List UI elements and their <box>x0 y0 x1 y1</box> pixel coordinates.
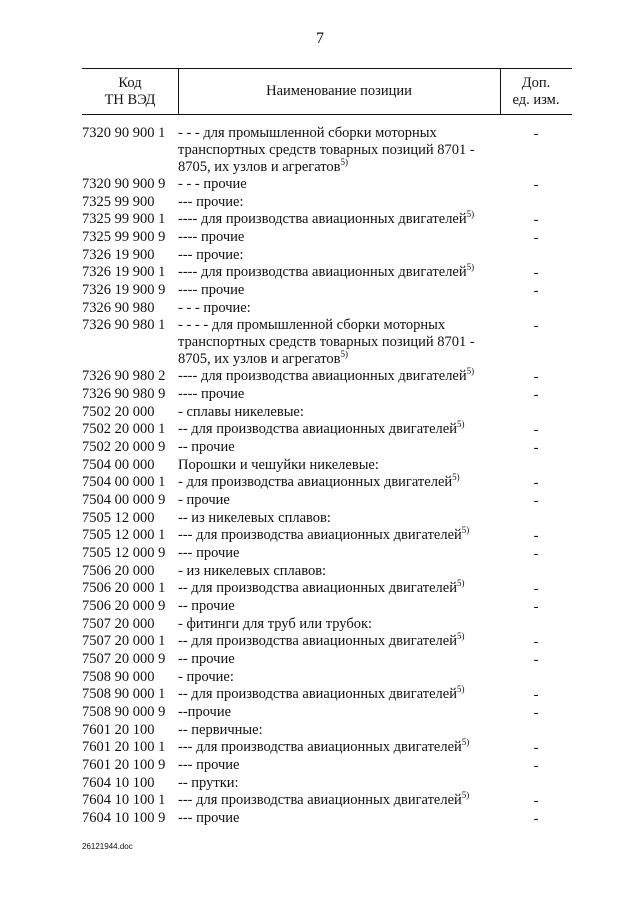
row-code: 7326 19 900 <box>82 247 155 263</box>
row-unit <box>500 722 572 723</box>
row-name <box>178 722 500 739</box>
row-code: 7508 90 000 <box>82 669 155 685</box>
table-row <box>82 176 572 194</box>
row-code: 7604 10 100 1 <box>82 792 166 808</box>
row-name <box>178 527 500 544</box>
row-code: 7326 90 980 1 <box>82 317 166 333</box>
row-name <box>178 616 500 633</box>
row-name-text: --- прочие: <box>178 247 244 263</box>
row-name-text: -- прочие <box>178 598 235 614</box>
table-row <box>82 739 572 757</box>
row-name <box>178 211 500 228</box>
row-name-text: -- для производства авиационных двигателей <box>178 580 457 596</box>
row-unit <box>500 194 572 195</box>
table-row <box>82 386 572 404</box>
table-row <box>82 421 572 439</box>
row-code: 7325 99 900 <box>82 194 155 210</box>
page-number: 7 <box>316 30 324 47</box>
row-unit: - <box>533 634 539 650</box>
row-code: 7507 20 000 9 <box>82 651 166 667</box>
row-unit: - <box>533 318 539 334</box>
row-name <box>178 633 500 650</box>
table-body <box>82 125 572 828</box>
row-name <box>178 264 500 281</box>
row-unit: - <box>533 581 539 597</box>
table-row <box>82 194 572 211</box>
table-header <box>82 68 572 115</box>
table-row <box>82 510 572 527</box>
row-name-text: -- для производства авиационных двигателей <box>178 421 457 437</box>
row-code: 7505 12 000 1 <box>82 527 166 543</box>
header-unit-column <box>500 69 572 114</box>
row-code: 7601 20 100 9 <box>82 757 166 773</box>
row-name <box>178 704 500 721</box>
header-name-column <box>178 69 501 114</box>
row-name-text: Порошки и чешуйки никелевые: <box>178 457 379 473</box>
row-code: 7506 20 000 9 <box>82 598 166 614</box>
row-name-text: -- из никелевых сплавов: <box>178 510 331 526</box>
header-code-line1: Код <box>118 74 142 91</box>
row-unit: - <box>533 811 539 827</box>
row-name <box>178 421 500 438</box>
row-name <box>178 775 500 792</box>
row-unit <box>500 247 572 248</box>
footnote-marker: 5) <box>466 209 475 219</box>
table-row <box>82 125 572 176</box>
table-row <box>82 598 572 616</box>
footnote-marker: 5) <box>340 349 349 359</box>
row-code: 7502 20 000 1 <box>82 421 166 437</box>
row-name-text: -- первичные: <box>178 722 263 738</box>
header-unit-line2: ед. изм. <box>512 91 560 108</box>
row-name <box>178 810 500 827</box>
row-name <box>178 669 500 686</box>
row-name-text: ---- для производства авиационных двигателей <box>178 368 467 384</box>
row-name <box>178 300 500 317</box>
row-code: 7320 90 900 9 <box>82 176 166 192</box>
row-name <box>178 404 500 421</box>
table-row <box>82 704 572 722</box>
table-row <box>82 474 572 492</box>
table-row <box>82 651 572 669</box>
row-name <box>178 492 500 509</box>
table-row <box>82 211 572 229</box>
table-row <box>82 527 572 545</box>
row-name <box>178 386 500 403</box>
row-code: 7505 12 000 9 <box>82 545 166 561</box>
row-name-text: - - - прочие <box>178 176 247 192</box>
row-code: 7508 90 000 9 <box>82 704 166 720</box>
header-unit-line1: Доп. <box>521 74 551 91</box>
row-name <box>178 247 500 264</box>
row-code: 7504 00 000 1 <box>82 474 166 490</box>
footnote-marker: 5) <box>461 737 470 747</box>
row-unit <box>500 404 572 405</box>
row-unit <box>500 563 572 564</box>
row-unit: - <box>533 740 539 756</box>
row-name-text: - прочие <box>178 492 230 508</box>
row-name-text: -- прутки: <box>178 775 239 791</box>
row-unit: - <box>533 126 539 142</box>
row-unit: - <box>533 177 539 193</box>
row-code: 7502 20 000 <box>82 404 155 420</box>
row-code: 7506 20 000 <box>82 563 155 579</box>
row-unit: - <box>533 230 539 246</box>
row-code: 7326 19 900 9 <box>82 282 166 298</box>
footnote-marker: 5) <box>461 790 470 800</box>
row-code: 7507 20 000 <box>82 616 155 632</box>
row-unit: - <box>533 793 539 809</box>
row-name <box>178 563 500 580</box>
row-code: 7504 00 000 9 <box>82 492 166 508</box>
table-row <box>82 457 572 474</box>
row-name-text: --- прочие: <box>178 194 244 210</box>
row-name-text: --- для производства авиационных двигателей <box>178 739 462 755</box>
row-unit: - <box>533 687 539 703</box>
row-code: 7507 20 000 1 <box>82 633 166 649</box>
row-name-text: --- прочие <box>178 545 240 561</box>
row-name-text: ---- прочие <box>178 282 245 298</box>
row-name <box>178 368 500 385</box>
row-code: 7325 99 900 9 <box>82 229 166 245</box>
table-row <box>82 247 572 264</box>
row-unit: - <box>533 265 539 281</box>
row-name-text: - сплавы никелевые: <box>178 404 304 420</box>
row-name-text: -- прочие <box>178 651 235 667</box>
row-name <box>178 317 500 368</box>
row-code: 7326 90 980 9 <box>82 386 166 402</box>
row-name-text: - - - для промышленной сборки моторных транспортных средств товарных позиций 8701 - 8705, их узлов и агрегатов <box>178 125 475 175</box>
table-row <box>82 633 572 651</box>
footnote-marker: 5) <box>466 366 475 376</box>
row-unit <box>500 669 572 670</box>
row-name-text: ---- для производства авиационных двигателей <box>178 211 467 227</box>
footnote-marker: 5) <box>461 525 470 535</box>
row-name <box>178 439 500 456</box>
row-code: 7320 90 900 1 <box>82 125 166 141</box>
header-code-column <box>82 69 179 114</box>
row-code: 7504 00 000 <box>82 457 155 473</box>
row-code: 7326 90 980 2 <box>82 368 166 384</box>
row-name <box>178 757 500 774</box>
row-name <box>178 194 500 211</box>
row-name-text: -- для производства авиационных двигателей <box>178 633 457 649</box>
table-row <box>82 404 572 421</box>
row-name-text: ---- прочие <box>178 229 245 245</box>
row-unit: - <box>533 387 539 403</box>
row-name <box>178 792 500 809</box>
row-name <box>178 580 500 597</box>
table-row <box>82 580 572 598</box>
row-name-text: --- прочие <box>178 757 240 773</box>
row-code: 7604 10 100 <box>82 775 155 791</box>
row-name <box>178 282 500 299</box>
table-row <box>82 368 572 386</box>
row-name-text: - фитинги для труб или трубок: <box>178 616 373 632</box>
table-row <box>82 686 572 704</box>
footnote-marker: 5) <box>456 578 465 588</box>
footnote-marker: 5) <box>456 419 465 429</box>
row-code: 7505 12 000 <box>82 510 155 526</box>
row-unit <box>500 616 572 617</box>
row-unit: - <box>533 546 539 562</box>
footnote-marker: 5) <box>466 262 475 272</box>
row-unit: - <box>533 422 539 438</box>
row-unit: - <box>533 493 539 509</box>
row-unit: - <box>533 369 539 385</box>
row-name <box>178 739 500 756</box>
row-unit <box>500 510 572 511</box>
row-unit <box>500 300 572 301</box>
table-row <box>82 439 572 457</box>
footnote-marker: 5) <box>452 472 460 482</box>
table-row <box>82 792 572 810</box>
row-name-text: --прочие <box>178 704 232 720</box>
header-code-line2: ТН ВЭД <box>104 91 156 108</box>
row-name <box>178 598 500 615</box>
row-name <box>178 686 500 703</box>
row-name <box>178 125 500 176</box>
row-unit: - <box>533 599 539 615</box>
row-name-text: - для производства авиационных двигателей <box>178 474 453 490</box>
row-code: 7601 20 100 1 <box>82 739 166 755</box>
row-code: 7601 20 100 <box>82 722 155 738</box>
table-row <box>82 300 572 317</box>
row-name-text: - - - прочие: <box>178 300 251 316</box>
table-row <box>82 264 572 282</box>
row-name <box>178 229 500 246</box>
row-name-text: -- для производства авиационных двигателей <box>178 686 457 702</box>
row-code: 7506 20 000 1 <box>82 580 166 596</box>
row-unit <box>500 775 572 776</box>
table-row <box>82 282 572 300</box>
row-name-text: - из никелевых сплавов: <box>178 563 327 579</box>
row-name-text: ---- для производства авиационных двигателей <box>178 264 467 280</box>
row-code: 7326 90 980 <box>82 300 155 316</box>
row-code: 7325 99 900 1 <box>82 211 166 227</box>
table-row <box>82 722 572 739</box>
row-name-text: -- прочие <box>178 439 235 455</box>
table-row <box>82 317 572 368</box>
row-name <box>178 474 500 491</box>
row-name <box>178 545 500 562</box>
row-code: 7502 20 000 9 <box>82 439 166 455</box>
table-row <box>82 669 572 686</box>
table-row <box>82 563 572 580</box>
row-unit: - <box>533 528 539 544</box>
row-unit: - <box>533 705 539 721</box>
row-code: 7326 19 900 1 <box>82 264 166 280</box>
row-unit: - <box>533 212 539 228</box>
table-row <box>82 616 572 633</box>
footer-filename: 26121944.doc <box>82 842 133 851</box>
row-unit: - <box>533 283 539 299</box>
table-row <box>82 492 572 510</box>
row-unit: - <box>533 475 539 491</box>
row-name-text: --- для производства авиационных двигателей <box>178 792 462 808</box>
row-name <box>178 176 500 193</box>
row-name-text: - прочие: <box>178 669 234 685</box>
row-name-text: - - - - для промышленной сборки моторных транспортных средств товарных позиций 8701 - 8705, их узлов и агрегатов <box>178 317 475 367</box>
row-code: 7604 10 100 9 <box>82 810 166 826</box>
table-row <box>82 545 572 563</box>
row-name-text: --- для производства авиационных двигателей <box>178 527 462 543</box>
table-row <box>82 757 572 775</box>
table-row <box>82 775 572 792</box>
row-unit: - <box>533 440 539 456</box>
row-unit: - <box>533 758 539 774</box>
header-name-label: Наименование позиции <box>266 83 412 99</box>
row-name-text: --- прочие <box>178 810 240 826</box>
table-row <box>82 810 572 828</box>
row-name-text: ---- прочие <box>178 386 245 402</box>
row-unit <box>500 457 572 458</box>
footnote-marker: 5) <box>456 631 465 641</box>
row-name <box>178 510 500 527</box>
row-code: 7508 90 000 1 <box>82 686 166 702</box>
row-name <box>178 651 500 668</box>
row-unit: - <box>533 652 539 668</box>
table-row <box>82 229 572 247</box>
footnote-marker: 5) <box>340 157 349 167</box>
footnote-marker: 5) <box>456 684 465 694</box>
